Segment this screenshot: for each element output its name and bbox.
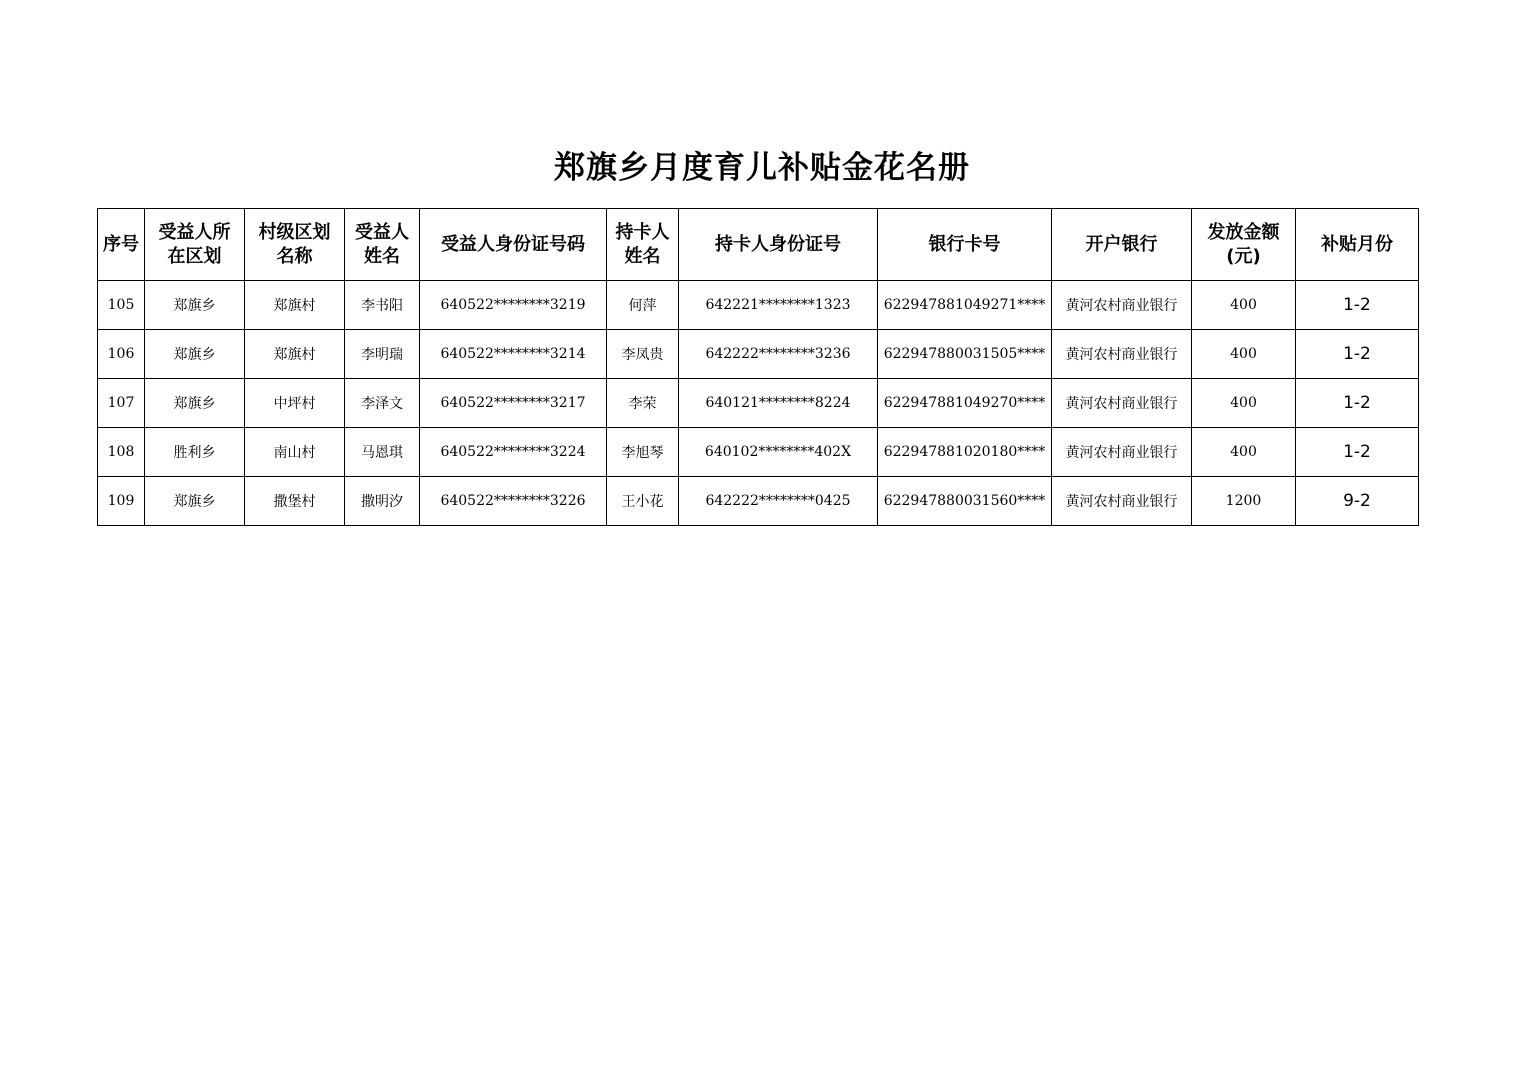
table-row [98,428,1419,477]
cell-amount: 400 [1192,379,1296,428]
subsidy-roster-table [97,208,1419,526]
cell-amount: 1200 [1192,477,1296,526]
cell-cardholder-name: 李荣 [607,379,679,428]
cell-beneficiary-id: 640522********3217 [420,379,607,428]
cell-beneficiary-name: 马恩琪 [345,428,420,477]
cell-amount: 400 [1192,330,1296,379]
cell-cardholder-id: 642222********3236 [679,330,878,379]
cell-bank-name: 黄河农村商业银行 [1052,477,1192,526]
cell-bank-name: 黄河农村商业银行 [1052,281,1192,330]
header-cardholder-id: 持卡人身份证号 [679,209,878,281]
page-title: 郑旗乡月度育儿补贴金花名册 [554,150,970,186]
header-cardholder-name: 持卡人 姓名 [607,209,679,281]
cell-village-name: 郑旗村 [245,330,345,379]
cell-beneficiary-name: 李泽文 [345,379,420,428]
table-row [98,281,1419,330]
cell-cardholder-id: 642221********1323 [679,281,878,330]
cell-subsidy-month: 1-2 [1296,428,1419,477]
table-row [98,477,1419,526]
cell-serial-no: 109 [98,477,145,526]
cell-bank-card-no: 622947881020180**** [878,428,1052,477]
cell-village-name: 郑旗村 [245,281,345,330]
header-beneficiary-region: 受益人所 在区划 [145,209,245,281]
cell-beneficiary-region: 郑旗乡 [145,281,245,330]
cell-bank-name: 黄河农村商业银行 [1052,379,1192,428]
header-amount: 发放金额 (元) [1192,209,1296,281]
cell-amount: 400 [1192,428,1296,477]
cell-beneficiary-region: 郑旗乡 [145,330,245,379]
cell-beneficiary-region: 郑旗乡 [145,379,245,428]
cell-serial-no: 108 [98,428,145,477]
cell-amount: 400 [1192,281,1296,330]
cell-bank-card-no: 622947881049270**** [878,379,1052,428]
cell-village-name: 南山村 [245,428,345,477]
header-row [98,209,1419,281]
header-beneficiary-name: 受益人 姓名 [345,209,420,281]
cell-beneficiary-name: 撒明汐 [345,477,420,526]
cell-bank-card-no: 622947880031560**** [878,477,1052,526]
cell-beneficiary-name: 李明瑞 [345,330,420,379]
cell-cardholder-name: 王小花 [607,477,679,526]
cell-subsidy-month: 1-2 [1296,281,1419,330]
cell-serial-no: 105 [98,281,145,330]
cell-cardholder-id: 640121********8224 [679,379,878,428]
cell-serial-no: 106 [98,330,145,379]
cell-subsidy-month: 1-2 [1296,330,1419,379]
cell-beneficiary-id: 640522********3226 [420,477,607,526]
header-bank-name: 开户银行 [1052,209,1192,281]
cell-beneficiary-name: 李书阳 [345,281,420,330]
header-village-name: 村级区划 名称 [245,209,345,281]
header-bank-card-no: 银行卡号 [878,209,1052,281]
cell-village-name: 中坪村 [245,379,345,428]
cell-serial-no: 107 [98,379,145,428]
table-row [98,330,1419,379]
table-row [98,379,1419,428]
cell-beneficiary-id: 640522********3219 [420,281,607,330]
cell-cardholder-id: 640102********402X [679,428,878,477]
cell-cardholder-id: 642222********0425 [679,477,878,526]
cell-cardholder-name: 何萍 [607,281,679,330]
cell-bank-name: 黄河农村商业银行 [1052,330,1192,379]
header-beneficiary-id: 受益人身份证号码 [420,209,607,281]
cell-village-name: 撒堡村 [245,477,345,526]
header-subsidy-month: 补贴月份 [1296,209,1419,281]
cell-bank-name: 黄河农村商业银行 [1052,428,1192,477]
cell-subsidy-month: 1-2 [1296,379,1419,428]
cell-cardholder-name: 李凤贵 [607,330,679,379]
cell-beneficiary-id: 640522********3224 [420,428,607,477]
cell-beneficiary-id: 640522********3214 [420,330,607,379]
cell-cardholder-name: 李旭琴 [607,428,679,477]
cell-subsidy-month: 9-2 [1296,477,1419,526]
header-serial-no: 序号 [98,209,145,281]
cell-beneficiary-region: 胜利乡 [145,428,245,477]
cell-bank-card-no: 622947881049271**** [878,281,1052,330]
cell-beneficiary-region: 郑旗乡 [145,477,245,526]
cell-bank-card-no: 622947880031505**** [878,330,1052,379]
